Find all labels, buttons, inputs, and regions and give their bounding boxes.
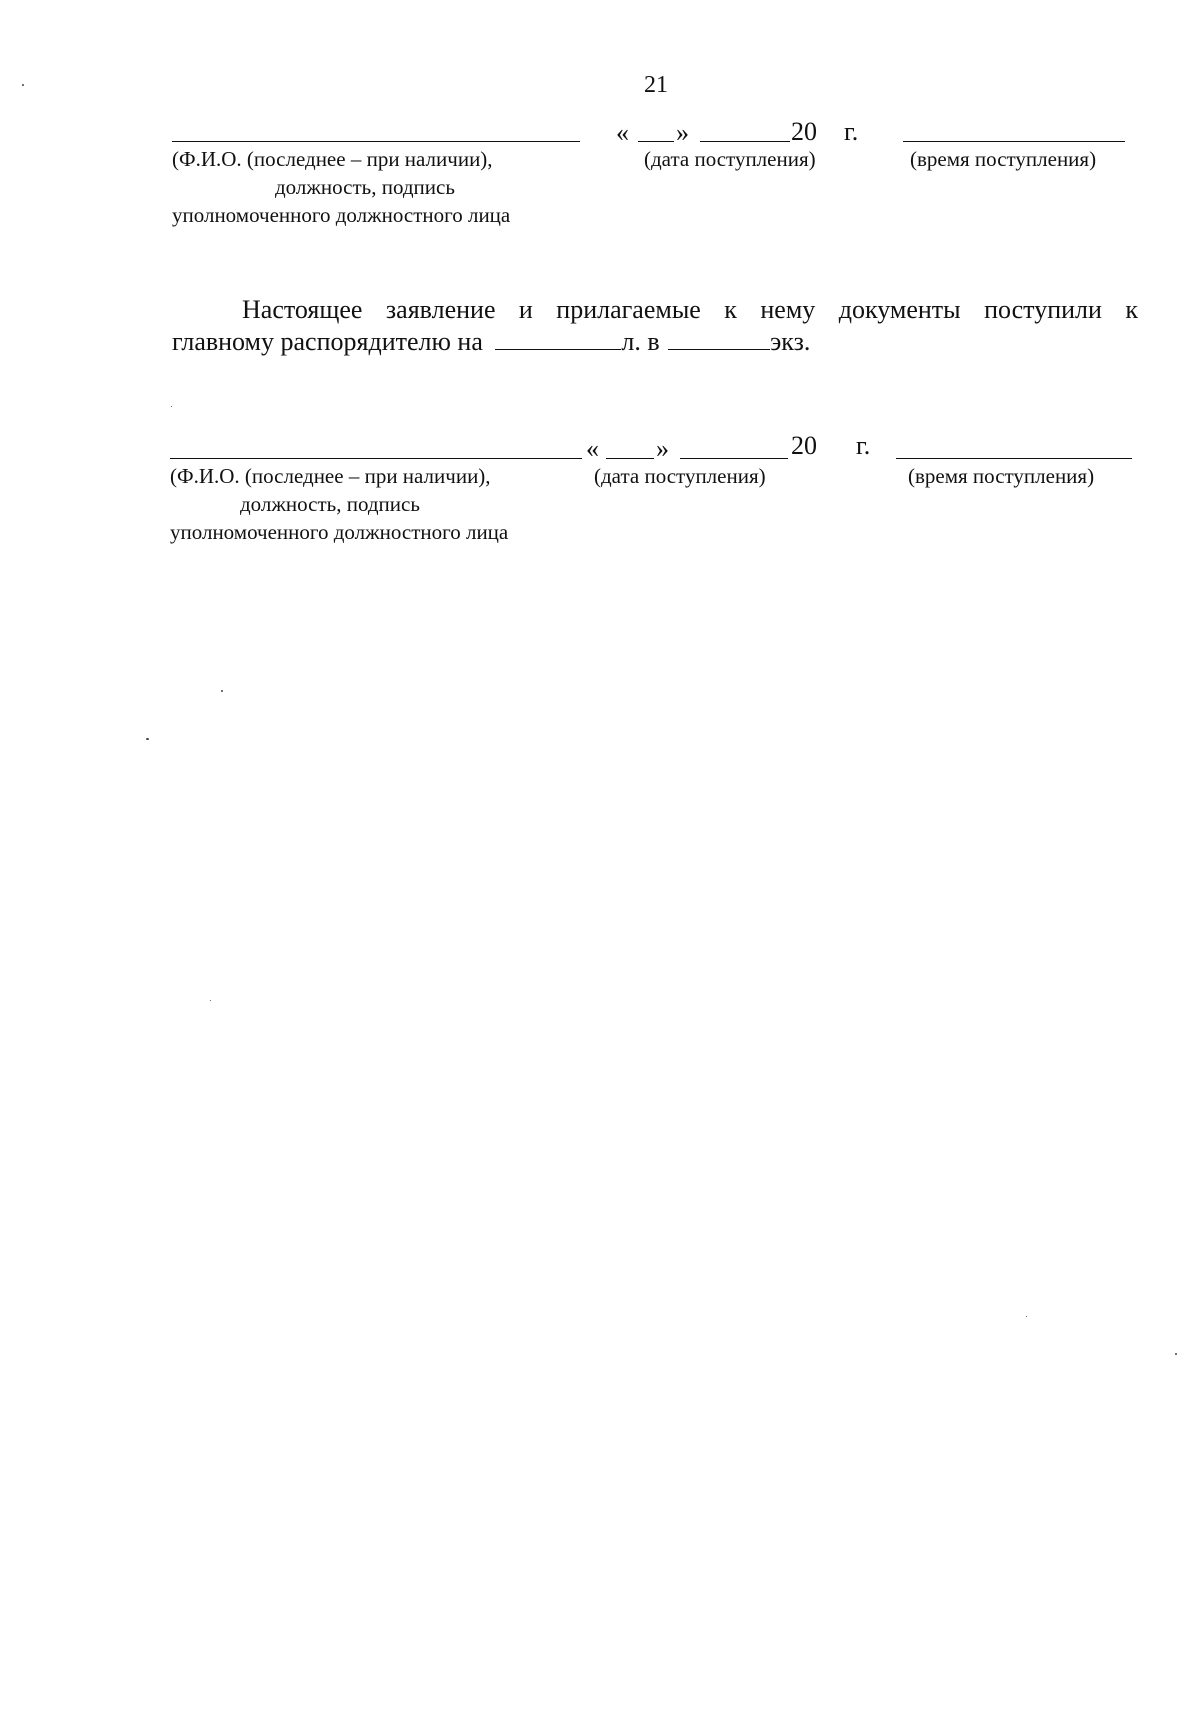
signature-line[interactable] <box>170 458 582 459</box>
statement-paragraph <box>172 294 1138 358</box>
scan-speck <box>1026 1316 1027 1317</box>
scan-speck <box>1175 1353 1177 1355</box>
caption-name-line1: (Ф.И.О. (последнее – при наличии), <box>170 464 491 488</box>
signature-line[interactable] <box>172 141 580 142</box>
scan-speck <box>22 84 24 86</box>
quote-close: » <box>676 118 689 147</box>
month-line[interactable] <box>680 458 788 459</box>
copies-unit: экз. <box>770 327 811 356</box>
month-line[interactable] <box>700 141 790 142</box>
year-suffix: г. <box>856 431 871 460</box>
caption-name-line3: уполномоченного должностного лица <box>172 203 511 227</box>
caption-date: (дата поступления) <box>594 464 766 488</box>
year-prefix: 20 <box>791 431 817 460</box>
time-line[interactable] <box>896 458 1132 459</box>
statement-line2-start: главному распорядителю на <box>172 327 483 356</box>
time-line[interactable] <box>903 141 1125 142</box>
day-line[interactable] <box>606 458 654 459</box>
caption-date: (дата поступления) <box>644 147 816 171</box>
sheets-count-blank[interactable] <box>495 327 621 350</box>
year-suffix: г. <box>844 117 859 146</box>
quote-open: « <box>586 434 599 463</box>
statement-line1: Настоящее заявление и прилагаемые к нему документы поступили к <box>242 295 1138 324</box>
quote-open: « <box>616 118 629 147</box>
year-prefix: 20 <box>791 117 817 146</box>
caption-name-line3: уполномоченного должностного лица <box>170 520 509 544</box>
statement-line2 <box>172 326 1138 358</box>
sheets-unit: л. в <box>621 327 660 356</box>
quote-close: » <box>656 434 669 463</box>
caption-time: (время поступления) <box>908 464 1095 488</box>
scan-speck <box>171 406 172 407</box>
day-line[interactable] <box>638 141 674 142</box>
page-number: 21 <box>644 72 668 98</box>
caption-name-line2: должность, подпись <box>240 492 420 516</box>
scan-speck <box>146 738 149 740</box>
caption-name-line1: (Ф.И.О. (последнее – при наличии), <box>172 147 493 171</box>
scan-speck <box>221 690 223 692</box>
copies-count-blank[interactable] <box>668 327 770 350</box>
caption-time: (время поступления) <box>910 147 1097 171</box>
scan-speck <box>210 1000 211 1001</box>
caption-name-line2: должность, подпись <box>275 175 455 199</box>
